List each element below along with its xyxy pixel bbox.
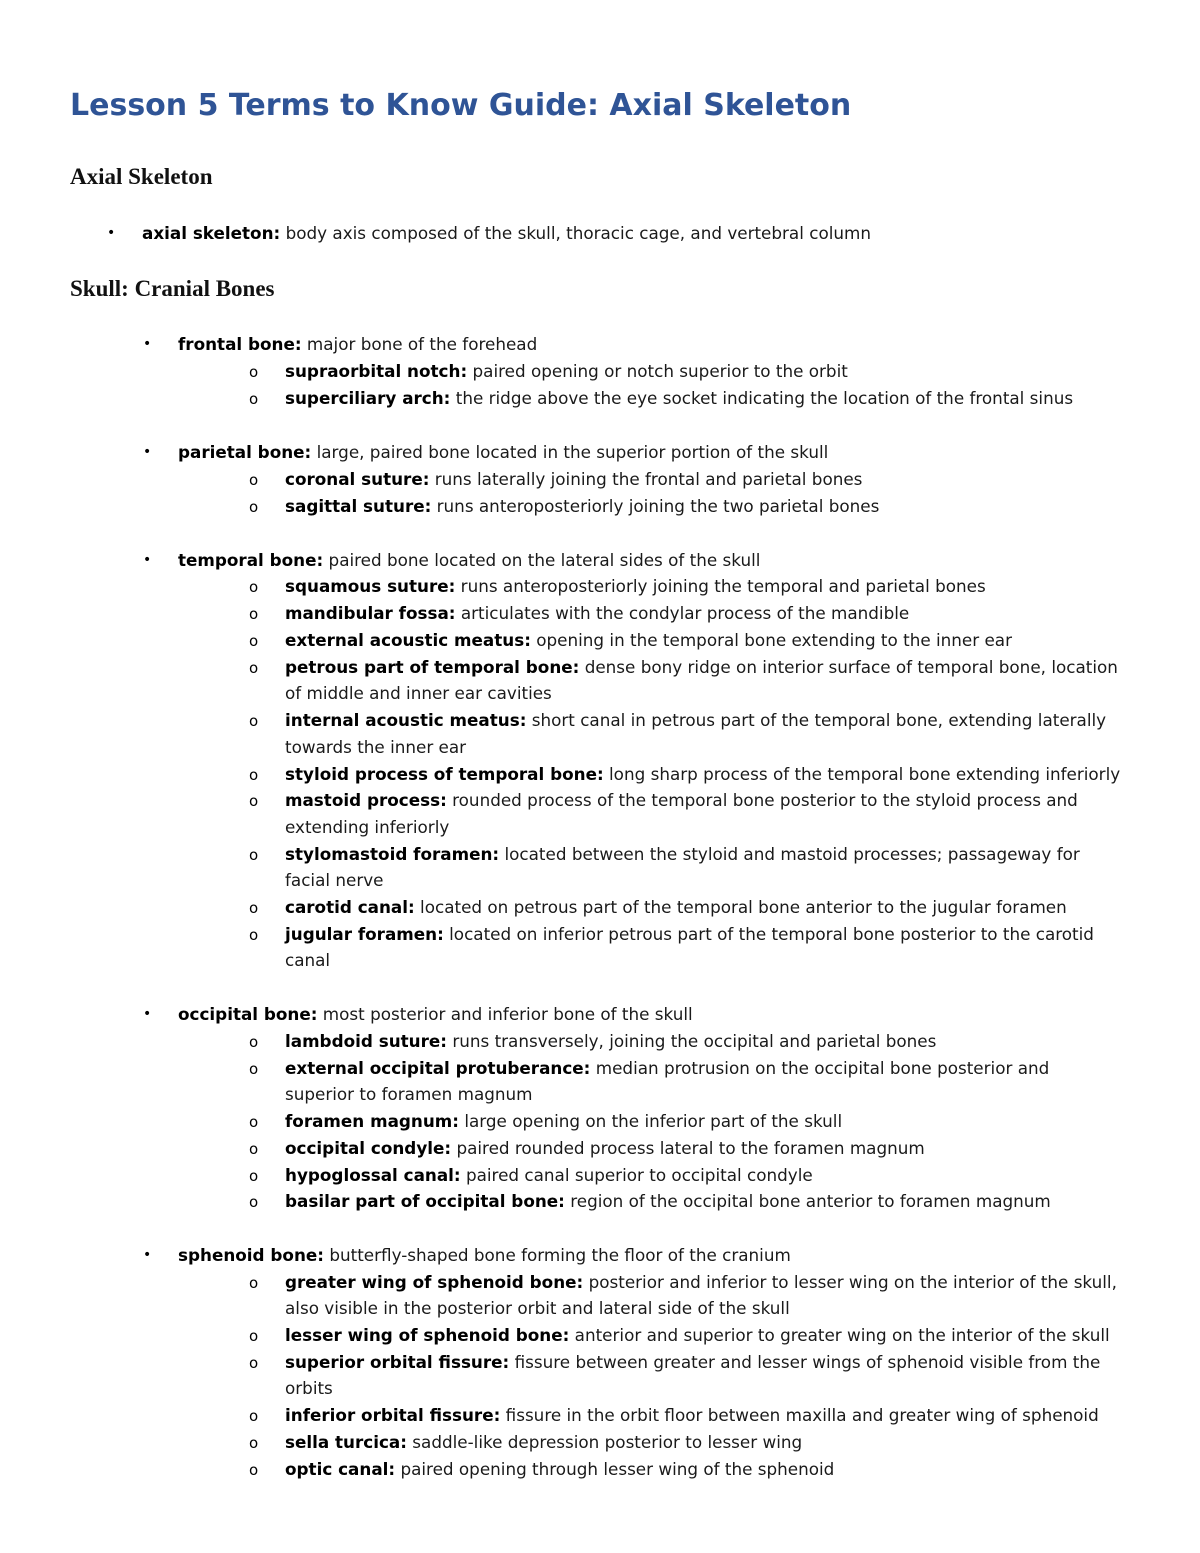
sub-list-item [249,1429,803,1456]
definition: fissure in the orbit floor between maxilla and greater wing of sphenoid [500,1405,1099,1425]
sub-list-item [249,1162,813,1189]
sub-list-item [249,921,1094,948]
definition: saddle-like depression posterior to lesser wing [406,1432,803,1452]
definition: runs laterally joining the frontal and parietal bones [429,469,863,489]
term: foramen magnum: [285,1111,459,1131]
sub-list-item [249,707,1107,734]
definition: body axis composed of the skull, thoracic cage, and vertebral column [280,223,871,243]
sub-bullet-icon: o [249,1060,259,1078]
definition: runs anteroposteriorly joining the two parietal bones [431,496,880,516]
definition: fissure between greater and lesser wings of sphenoid visible from the [509,1352,1101,1372]
definition: butterfly-shaped bone forming the floor of the cranium [324,1245,791,1265]
page-title: Lesson 5 Terms to Know Guide: Axial Skeleton [70,88,852,123]
term: greater wing of sphenoid bone: [285,1272,584,1292]
term: coronal suture: [285,469,430,489]
definition: most posterior and inferior bone of the skull [317,1004,693,1024]
definition-continuation: orbits [285,1378,333,1398]
sub-bullet-icon: o [249,846,259,864]
bullet-icon: • [143,1006,152,1022]
definition: median protrusion on the occipital bone posterior and [590,1058,1050,1078]
term: superior orbital fissure: [285,1352,510,1372]
term: mastoid process: [285,790,447,810]
sub-list-item [249,1322,1110,1349]
definition: runs transversely, joining the occipital and parietal bones [447,1031,937,1051]
definition-continuation: superior to foramen magnum [285,1084,533,1104]
section-heading-axial-skeleton: Axial Skeleton [70,164,213,189]
sub-list-item [249,385,1074,412]
term: lesser wing of sphenoid bone: [285,1325,570,1345]
definition: located on inferior petrous part of the temporal bone posterior to the carotid [443,924,1094,944]
sub-bullet-icon: o [249,498,259,516]
definition: runs anteroposteriorly joining the temporal and parietal bones [455,576,986,596]
bullet-icon: • [143,444,152,460]
sub-bullet-icon: o [249,1327,259,1345]
term: optic canal: [285,1459,396,1479]
definition-continuation: extending inferiorly [285,817,450,837]
sub-bullet-icon: o [249,1461,259,1479]
definition: short canal in petrous part of the temporal bone, extending laterally [526,710,1107,730]
definition: posterior and inferior to lesser wing on the interior of the skull, [583,1272,1117,1292]
term: lambdoid suture: [285,1031,447,1051]
sub-list-item [249,1108,843,1135]
sub-bullet-icon: o [249,766,259,784]
sub-list-item [249,1269,1117,1296]
term: internal acoustic meatus: [285,710,527,730]
sub-list-item [249,787,1078,814]
sub-bullet-icon: o [249,578,259,596]
definition: paired opening or notch superior to the orbit [467,361,848,381]
term: frontal bone: [178,334,302,354]
sub-bullet-icon: o [249,1113,259,1131]
term: supraorbital notch: [285,361,468,381]
definition: located on petrous part of the temporal bone anterior to the jugular foramen [414,897,1067,917]
sub-bullet-icon: o [249,390,259,408]
term: carotid canal: [285,897,415,917]
sub-list-item [249,1456,835,1483]
term: external occipital protuberance: [285,1058,591,1078]
definition-continuation: of middle and inner ear cavities [285,683,552,703]
list-item [143,439,829,466]
sub-bullet-icon: o [249,1434,259,1452]
definition: large, paired bone located in the superior portion of the skull [311,442,829,462]
sub-list-item [249,358,848,385]
bullet-icon: • [107,225,116,241]
sub-bullet-icon: o [249,1407,259,1425]
sub-bullet-icon: o [249,471,259,489]
definition: region of the occipital bone anterior to foramen magnum [564,1191,1051,1211]
definition: major bone of the forehead [301,334,538,354]
sub-bullet-icon: o [249,1354,259,1372]
sub-list-item [249,1055,1050,1082]
list-item [107,220,871,247]
term: temporal bone: [178,550,324,570]
sub-list-item [249,894,1067,921]
term: superciliary arch: [285,388,451,408]
term: occipital bone: [178,1004,318,1024]
sub-bullet-icon: o [249,1193,259,1211]
definition-continuation: towards the inner ear [285,737,467,757]
sub-bullet-icon: o [249,659,259,677]
sub-bullet-icon: o [249,1140,259,1158]
definition: paired opening through lesser wing of the sphenoid [395,1459,835,1479]
sub-bullet-icon: o [249,605,259,623]
sub-list-item [249,654,1118,681]
sub-bullet-icon: o [249,1274,259,1292]
term: inferior orbital fissure: [285,1405,501,1425]
sub-bullet-icon: o [249,899,259,917]
term: stylomastoid foramen: [285,844,500,864]
list-item [143,1242,791,1269]
definition: paired rounded process lateral to the foramen magnum [451,1138,925,1158]
sub-list-item [249,841,1080,868]
sub-list-item [249,493,880,520]
sub-bullet-icon: o [249,363,259,381]
definition: located between the styloid and mastoid processes; passageway for [499,844,1080,864]
term: occipital condyle: [285,1138,452,1158]
definition: opening in the temporal bone extending to the inner ear [530,630,1012,650]
sub-list-item [249,627,1012,654]
term: parietal bone: [178,442,312,462]
sub-bullet-icon: o [249,632,259,650]
definition-continuation: also visible in the posterior orbit and lateral side of the skull [285,1298,790,1318]
definition: long sharp process of the temporal bone extending inferiorly [603,764,1121,784]
section-heading-skull-cranial-bones: Skull: Cranial Bones [70,276,275,301]
list-item [143,547,761,574]
definition: paired bone located on the lateral sides of the skull [323,550,761,570]
definition: paired canal superior to occipital condyle [460,1165,813,1185]
term: sella turcica: [285,1432,407,1452]
sub-bullet-icon: o [249,712,259,730]
bullet-icon: • [143,552,152,568]
sub-bullet-icon: o [249,792,259,810]
definition: articulates with the condylar process of the mandible [455,603,910,623]
sub-list-item [249,1349,1101,1376]
sub-bullet-icon: o [249,1033,259,1051]
sub-list-item [249,573,986,600]
term: sagittal suture: [285,496,432,516]
term: jugular foramen: [285,924,444,944]
term: basilar part of occipital bone: [285,1191,565,1211]
sub-list-item [249,1135,925,1162]
definition: large opening on the inferior part of the skull [459,1111,843,1131]
sub-bullet-icon: o [249,1167,259,1185]
sub-list-item [249,761,1121,788]
term: sphenoid bone: [178,1245,324,1265]
list-item [143,1001,693,1028]
term: external acoustic meatus: [285,630,531,650]
definition: dense bony ridge on interior surface of temporal bone, location [579,657,1118,677]
term: styloid process of temporal bone: [285,764,604,784]
term: petrous part of temporal bone: [285,657,580,677]
list-item [143,331,538,358]
definition: rounded process of the temporal bone posterior to the styloid process and [446,790,1078,810]
term: axial skeleton: [142,223,281,243]
bullet-icon: • [143,1247,152,1263]
definition: the ridge above the eye socket indicating the location of the frontal sinus [450,388,1074,408]
definition-continuation: facial nerve [285,870,384,890]
definition-continuation: canal [285,950,331,970]
term: mandibular fossa: [285,603,456,623]
term: squamous suture: [285,576,456,596]
sub-bullet-icon: o [249,926,259,944]
sub-list-item [249,466,863,493]
sub-list-item [249,1028,937,1055]
sub-list-item [249,1188,1051,1215]
term: hypoglossal canal: [285,1165,461,1185]
bullet-icon: • [143,336,152,352]
definition: anterior and superior to greater wing on the interior of the skull [569,1325,1110,1345]
sub-list-item [249,1402,1099,1429]
sub-list-item [249,600,910,627]
